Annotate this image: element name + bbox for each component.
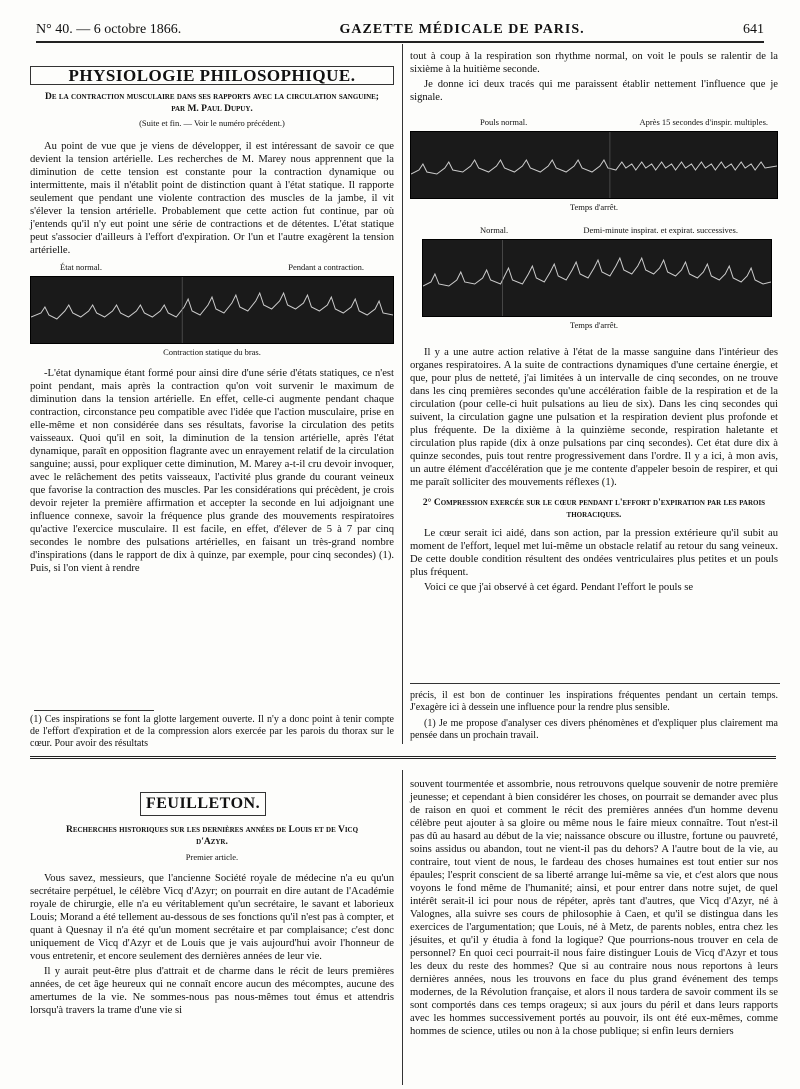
footnote-rule <box>410 683 780 684</box>
figure-label: Pouls normal. <box>480 117 528 127</box>
footnote-continuation: précis, il est bon de continuer les inspirations fréquentes pendant un certain temps. J'exagère ici à dessein une influence pour la rendre plus sensible. <box>410 690 778 713</box>
figure-label: Demi-minute inspirat. et expirat. successives. <box>583 225 738 235</box>
figure-pulse-respiration <box>410 224 778 332</box>
article-right-column <box>410 50 778 596</box>
article-subtitle: De la contraction musculaire dans ses rapports avec la circulation sanguine; par M. Paul Dupuy. <box>45 92 379 114</box>
figure-label: Normal. <box>480 225 509 235</box>
figure-label: Après 15 secondes d'inspir. multiples. <box>639 117 768 127</box>
feuilleton-part: Premier article. <box>185 852 239 862</box>
paragraph: Il y aurait peut-être plus d'attrait et de charme dans le récit de leurs premières années, de cet âge heureux qui ne connaît encore aucun des mécomptes, aucune des amertumes de la vie. Ne sommes-nous pas nous-mêmes tout émus et attendris lorsqu'à travers la trame d'une vie si <box>30 966 394 1016</box>
section-title: PHYSIOLOGIE PHILOSOPHIQUE. <box>30 66 394 85</box>
column-divider <box>402 44 403 744</box>
figure-contraction <box>30 261 394 359</box>
pulse-tracing <box>410 131 778 199</box>
footnote-rule <box>34 710 154 711</box>
feuilleton-separator <box>30 756 776 759</box>
page-number: 641 <box>742 22 764 37</box>
paragraph: Le cœur serait ici aidé, dans son action, par la pression extérieure qu'il subit au moment de l'effort, lequel met lui-même un obstacle relatif au retour du sang veineux. De cette double condition résultent des ondées ventriculaires plus petites et un pouls plus fréquent. <box>410 528 778 578</box>
feuilleton-right-column <box>410 778 778 1040</box>
column-divider-feuilleton <box>402 770 403 1085</box>
footnote-left: (1) Ces inspirations se font la glotte largement ouverte. Il n'y a donc point à tenir compte de l'effort d'expiration et de la compression alors exercée par les parois du thorax sur le cœur. Pour avoir des résultats <box>30 714 394 749</box>
article-left-column <box>30 50 394 577</box>
section-subtitle: 2° Compression exercée sur le cœur pendant l'effort d'expiration par les parois thoraciques. <box>422 498 766 520</box>
footnote-right <box>410 690 778 744</box>
feuilleton-subtitle: Recherches historiques sur les dernières années de Louis et de Vicq d'Azyr. <box>65 825 359 847</box>
paragraph: Je donne ici deux tracés qui me paraissent établir nettement l'influence que je signale. <box>410 79 778 103</box>
figure-label: Pendant a contraction. <box>288 262 364 272</box>
figure-caption: Contraction statique du bras. <box>163 347 261 357</box>
pulse-tracing <box>30 276 394 344</box>
paragraph: -L'état dynamique étant formé pour ainsi dire d'une série d'états statiques, ce n'est point pendant, mais après la contraction qu'on voit survenir le maximum de diminution dans la tension artérielle. En effet, celle-ci augmente pendant chaque contraction, circonstance peu compatible avec l'idée que l'action musculaire, prise en elle-même et non considérée dans ses résultats, favorise la circulation des petits vaisseaux. Quoi qu'il en soit, la diminution de la tension artérielle, après l'état dynamique, paraît en opposition flagrante avec un enrayement relatif de la circulation sanguine; aussi, pour expliquer cette diminution, M. Marey a-t-il cru devoir invoquer, avec le relâchement des petits vaisseaux, l'activité plus grande du courant veineux que favorise la contraction des muscles. Par les considérations qui précèdent, je crois devoir rejeter la première affirmation et accepter la seconde en lui adjoignant une influence connexe, savoir la fréquence plus grande des mouvements respiratoires qu'active l'exercice musculaire. Il est facile, en effet, d'élever de 5 à 7 par cinq secondes le nombre des pulsations artérielles, en faisant un très-grand nombre d'inspirations (dans le rapport de dix à quinze, par exemple, pour cinq secondes) (1). Puis, si l'on vient à rendre <box>30 368 394 574</box>
paragraph: Voici ce que j'ai observé à cet égard. Pendant l'effort le pouls se <box>424 582 694 593</box>
paragraph: Vous savez, messieurs, que l'ancienne Société royale de médecine n'a eu qu'un secrétaire perpétuel, le célèbre Vicq d'Azyr; on pourrait en dire autant de l'Académie royale de chirurgie, elle n'a eu véritablement qu'un secrétaire, le savant et laborieux Louis; Morand a été tellement au-dessous de ses fonctions qu'il n'est pas à compter, et quant à Quesnay il n'a été qu'un moment secrétaire et par complaisance; c'est donc uniquement de Vicq d'Azyr et de Louis que je vais aujourd'hui avoir l'honneur de vous entretenir, et encore seulement des dernières années de leur vie. <box>30 873 394 962</box>
issue-date: N° 40. — 6 octobre 1866. <box>36 22 182 37</box>
paragraph: Il y a une autre action relative à l'état de la masse sanguine dans l'intérieur des organes respiratoires. A la suite de contractions dynamiques d'une certaine énergie, et que, pour plus de netteté, j'ai limitées à un intervalle de cinq secondes, on ne trouve dans les cinq premières secondes qu'une accélération faible de la respiration et de la circulation (pour celle-ci huit pulsations au lieu de six). Dans les cinq secondes qui suivent, la circulation gagne une pulsation et la respiration devient plus profonde et plus fréquente. De la dixième à la quinzième seconde, respiration haletante et circulation plus rapide (dix à onze pulsations par cinq secondes). Cet état dure dix à quinze secondes, puis tout rentre progressivement dans l'ordre. Il y a ici, à mon avis, un autre élément d'accélération que je me contente d'appeler besoin de respirer, et qui me paraît solliciter des mouvements réflexes (1). <box>410 347 778 488</box>
feuilleton-left-column <box>30 824 394 1019</box>
paragraph: souvent tourmentée et assombrie, nous retrouvons quelque souvenir de notre première jeunesse; et cependant à bien considérer les choses, on pourrait se demander avec plus de raison en quoi et comment le récit des premières années d'un homme devenu célèbre peut ajouter à sa gloire ou même nous le faire mieux connaître. Tout n'est-il pas dû au hasard au début de la vie; naissance obscure ou illustre, fortune ou pauvreté, soins assidus ou abandon, tout ne vient-il pas du dehors? A l'autre bout de la vie, au contraire, tout vient de nous, le fardeau des choses humaines est tout entier sur nos épaules; l'esprit conscient de sa liberté arrange lui-même sa vie, et c'est alors que nous voyons le fond même de l'humanité; ainsi, et pour entrer dans notre sujet, de quel intérêt serait-il ici pour nous de répéter, après tant d'autres, que Vicq d'Azyr, né à Valognes, alla suivre ses cours de philosophie à Caen, et qu'il se distingua dans les exercices de l'argumentation; que Louis, né à Metz, de parents nobles, entra chez les jésuites, et qu'il y étudia à fond la logique? Que pourrions-nous trouver en cela de personnel? En quoi ceci pourrait-il nous faire distinguer Louis de Vicq d'Azyr et tous les deux du reste des hommes? Que si au contraire nous nous reportons à leurs dernières années, nous les trouvons en face du plus grand événement des temps modernes, de la Révolution française, et alors il nous tardera de savoir comment ils se sont comportés dans ces temps orageux; si aux jours du péril et dans leurs rapports avec les hommes successivement portés au pouvoir, ils ont été eux-mêmes, comme hommes de science, utiles ou non à la chose publique; si enfin leurs derniers <box>410 779 778 1037</box>
figure-label: État normal. <box>60 262 103 272</box>
footnote: (1) Je me propose d'analyser ces divers phénomènes et d'expliquer plus clairement ma pensée dans un prochain travail. <box>410 718 778 741</box>
journal-title: GAZETTE MÉDICALE DE PARIS. <box>339 22 585 37</box>
paragraph: Au point de vue que je viens de développer, il est intéressant de savoir ce que devient la tension artérielle. Les recherches de M. Marey nous apprennent que la diminution de cette tension est constante pour la contraction dynamique ou intermittente, mais il n'établit point de distinction quant à l'état statique. Il rapporte seulement que pendant une violente contraction des muscles de la jambe, il vit s'élever la tension artérielle. Probablement que cette action fut continue, par où j'entends qu'il n'y eut point une série de contractions et de détentes. L'état statique peut s'associer d'ailleurs à l'effort d'expiration. Or l'un et l'autre exagèrent la tension artérielle. <box>30 141 394 256</box>
paragraph: tout à coup à la respiration son rhythme normal, on voit le pouls se ralentir de la sixième à la huitième seconde. <box>410 51 778 75</box>
page-header <box>36 14 764 43</box>
pulse-tracing <box>422 239 772 317</box>
figure-pulse-normal <box>410 116 778 214</box>
continuation-note: (Suite et fin. — Voir le numéro précédent.) <box>139 118 285 128</box>
feuilleton-title: FEUILLETON. <box>140 792 266 816</box>
figure-caption: Temps d'arrêt. <box>569 320 619 330</box>
figure-caption: Temps d'arrêt. <box>569 202 619 212</box>
